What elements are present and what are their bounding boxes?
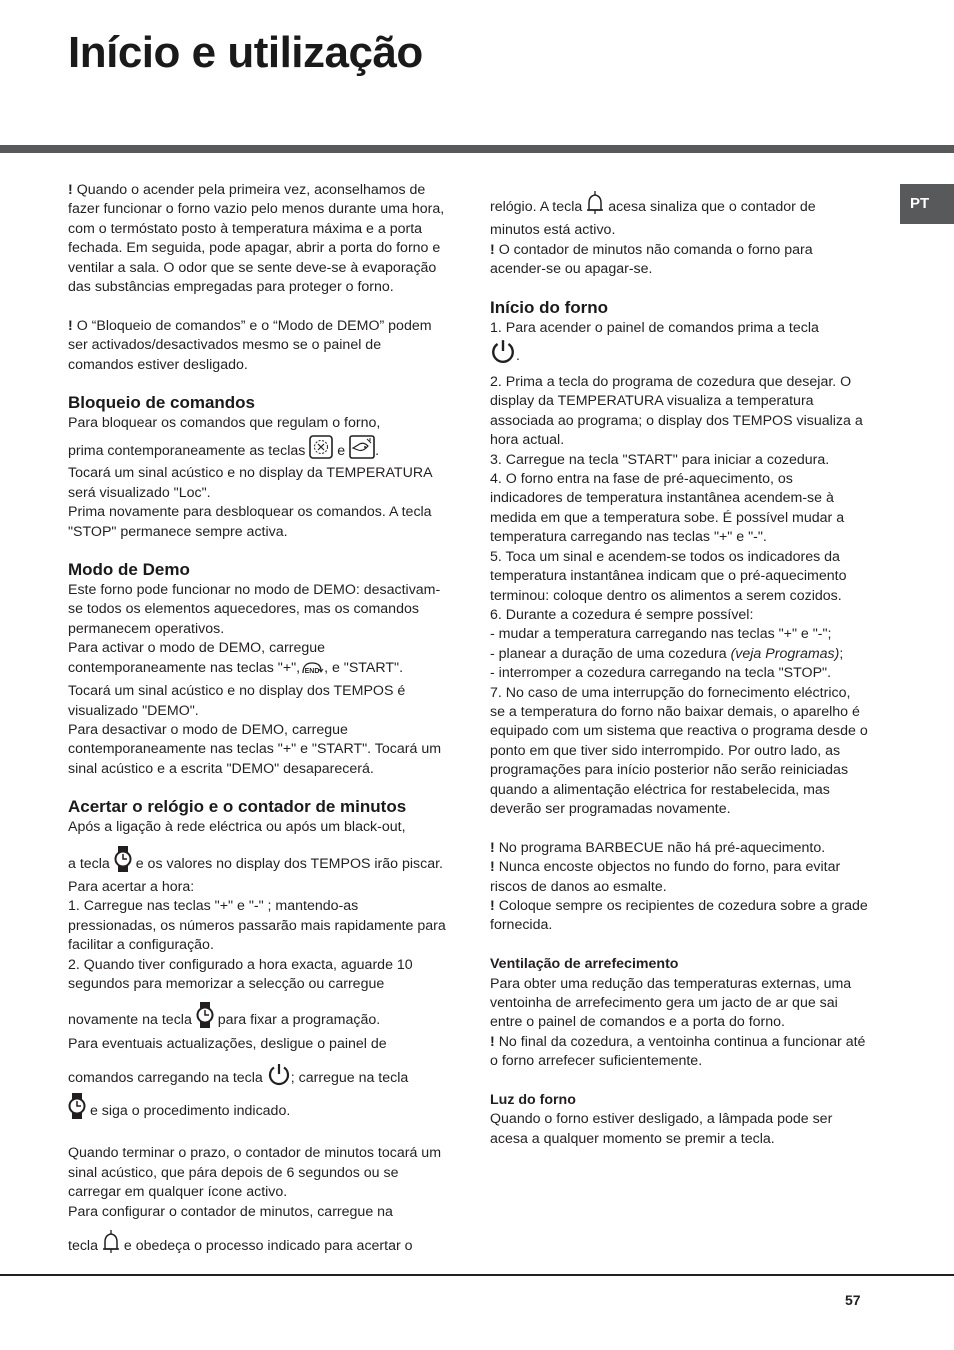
svg-text:END: END: [304, 667, 320, 675]
bell-key-icon: [102, 1230, 120, 1260]
clock-key-icon: [68, 1093, 86, 1125]
note-enamel: ! Nunca encoste objectos no fundo do forno, para evitar riscos de danos ao esmalte.: [490, 859, 841, 895]
note-lock-demo: ! O “Bloqueio de comandos” e o “Modo de DEMO” podem ser activados/desactivados mesmo se o painel de comandos estiver desligado.: [68, 317, 432, 373]
right-column: relógio. A tecla acesa sinaliza que o contador de minutos está activo. ! O contador de minutos não comanda o forno para acender-se ou apagar-se. Início do forno 1. Para acender o painel de comandos prima a tecla . 2. Prima a tecla do programa de cozedura que desejar. O display da TEMPERATURA visualiza a temperatura associada ao programa; o display dos TEMPOS visualiza a hora actual. 3. Carregue na tecla "START" para iniciar a cozedura. 4. O forno entra na fase de pré-aquecimento, os indicadores de temperatura instantânea acendem-se à medida em que a temperatura sobe. É possível mudar a temperatura carregando nas teclas "+" e "-". 5. Toca um sinal e acendem-se todos os indicadores da temperatura instantânea indicam que o pré-aquecimento terminou: coloque dentro os alimentos a serem cozidos. 6. Durante a cozedura é sempre possível: - mudar a temperatura carregando nas teclas "+" e "-"; - planear a duração de uma cozedura (veja Programas); - interromper a cozedura carregando na tecla "STOP". 7. No caso de uma interrupção do fornecimento eléctrico, se a temperatura do forno não baixar demais, o aparelho é equipado com um sistema que reactiva o programa desde o ponto em que tiver sido interrompido. Por outro lado, as programações para início posterior não serão reiniciadas quando a alimentação eléctrica for restabelecida, mas deverão ser programadas novamente. ! No programa BARBECUE não há pré-aquecimento. ! Nunca encoste objectos no fundo do forno, para evitar riscos de danos ao esmalte. ! Coloque sempre os recipientes de cozedura sobre a grade fornecida. Ventilação de arrefecimento Para obter uma redução das temperaturas externas, uma ventoinha de arrefecimento gera um jacto de ar que sai entre o painel de comandos e a porta do forno. ! No final da cozedura, a ventoinha continua a funcionar até o forno arrefecer suficientemente. Luz do forno Quando o forno estiver desligado, a lâmpada pode ser acesa a qualquer momento se premir a tecla.: [490, 191, 868, 1149]
page-number: 57: [845, 1292, 861, 1308]
heading-demo: Modo de Demo: [68, 560, 190, 580]
page-title: Início e utilização: [68, 28, 423, 77]
bell-key-icon: [586, 191, 604, 221]
heading-clock: Acertar o relógio e o contador de minutos: [68, 797, 407, 817]
header-bar: [0, 145, 954, 153]
end-key-icon: [300, 660, 324, 682]
power-key-icon: [490, 338, 516, 373]
note-grid: ! Coloque sempre os recipientes de cozedura sobre a grade fornecida.: [490, 897, 868, 934]
left-column: ! Quando o acender pela primeira vez, aconselhamos de fazer funcionar o forno vazio pelo menos durante uma hora, com o termóstato posto à temperatura máxima e a porta fechada. Em seguida, pode apagar, abrir a porta do forno e ventilar a sala. O odor que se sente deve-se à evaporação das substâncias empregadas para proteger o forno. ! O “Bloqueio de comandos” e o “Modo de DEMO” podem ser activados/desactivados mesmo se o painel de comandos estiver desligado. Bloqueio de comandos Para bloquear os comandos que regulam o forno, prima contemporaneamente as teclas e . Tocará um sinal acústico e no display da TEMPERATURA será visualizado "Loc". Prima novamente para desbloquear os comandos. A tecla "STOP" permanece sempre activa. Modo de Demo Este forno pode funcionar no modo de DEMO: desactivam-se todos os elementos aquecedores, mas os comandos permanecem operativos. Para activar o modo de DEMO, carregue contemporaneamente nas teclas "+", END , e "START". Tocará um sinal acústico e no display dos TEMPOS é visualizado "DEMO". Para desactivar o modo de DEMO, carregue contemporaneamente nas teclas "+" e "START". Tocará um sinal acústico e a escrita "DEMO" desaparecerá. Acertar o relógio e o contador de minutos Após a ligação à rede eléctrica ou após um black-out, a tecla e os valores no display dos TEMPOS irão piscar. Para acertar a hora: 1. Carregue nas teclas "+" e "-" ; mantendo-as pressionadas, os números passarão mais rapidamente para facilitar a configuração. 2. Quando tiver configurado a hora exacta, aguarde 10 segundos para memorizar a selecção ou carregue novamente na tecla para fixar a programação. Para eventuais actualizações, desligue o painel de comandos carregando na tecla ; carregue na tecla e siga o procedimento indicado. Quando terminar o prazo, o contador de minutos tocará um sinal acústico, que pára depois de 6 segundos ou se carregar em qualquer ícone activo. Para configurar o contador de minutos, carregue na tecla e obedeça o processo indicado para acertar o: [68, 181, 446, 1260]
heading-light: Luz do forno: [490, 1092, 576, 1109]
clock-key-icon: [114, 846, 132, 878]
heading-lock: Bloqueio de comandos: [68, 393, 256, 413]
heading-start: Início do forno: [490, 297, 609, 317]
footer-rule: [0, 1274, 954, 1276]
power-key-icon: [267, 1062, 291, 1092]
note-first-use: ! Quando o acender pela primeira vez, aconselhamos de fazer funcionar o forno vazio pelo menos durante uma hora, com o termóstato posto à temperatura máxima e a porta fechada. Em seguida, pode apagar, abrir a porta do forno e ventilar a sala. O odor que se sente deve-se à evaporação das substâncias empregadas para proteger o forno.: [68, 182, 445, 296]
heading-fan: Ventilação de arrefecimento: [490, 956, 679, 973]
language-badge: PT: [900, 184, 954, 224]
clock-key-icon: [196, 1002, 214, 1034]
note-barbecue: ! No programa BARBECUE não há pré-aquecimento.: [490, 839, 826, 856]
